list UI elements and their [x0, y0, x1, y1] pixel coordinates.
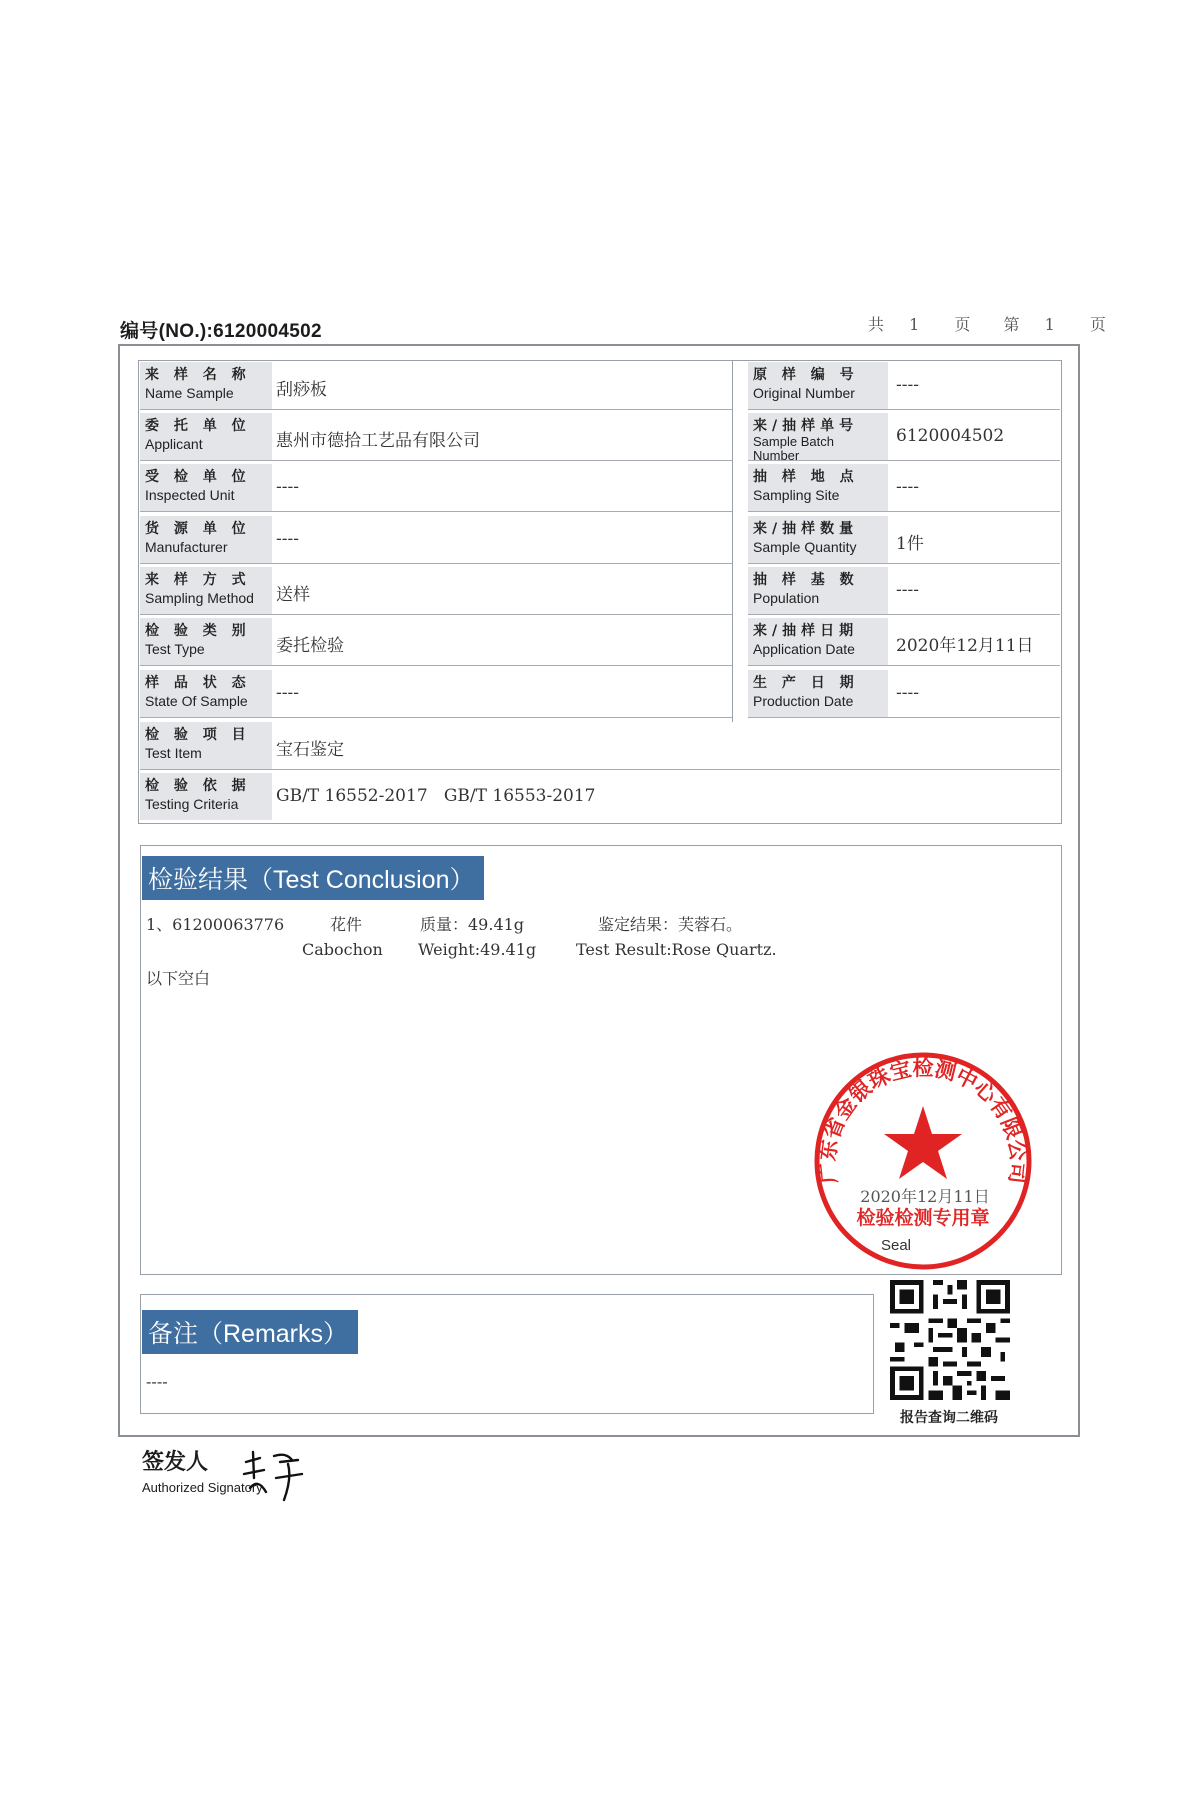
field-sampling-site: 抽 样 地 点 Sampling Site ----	[748, 464, 1060, 512]
conclusion-item-en: Cabochon	[302, 940, 383, 959]
field-sampling-method: 来 样 方 式 Sampling Method 送样	[140, 567, 732, 615]
seal-date: 2020年12月11日	[860, 1187, 990, 1206]
field-application-date: 来/抽样日期 Application Date 2020年12月11日	[748, 618, 1060, 666]
seal-bottom-text: 检验检测专用章	[856, 1207, 990, 1229]
signatory-label-en: Authorized Signatory	[142, 1480, 263, 1495]
conclusion-blank-note: 以下空白	[146, 969, 211, 988]
official-seal	[808, 1046, 1038, 1276]
conclusion-weight-en: Weight:49.41g	[418, 940, 537, 959]
field-test-type: 检 验 类 别 Test Type 委托检验	[140, 618, 732, 666]
remarks-title: 备注（Remarks）	[142, 1310, 358, 1354]
qr-label: 报告查询二维码	[900, 1410, 998, 1426]
field-test-item: 检 验 项 目 Test Item 宝石鉴定	[140, 722, 1060, 770]
report-number: 编号(NO.):6120004502	[120, 321, 322, 342]
conclusion-item-zh: 花件	[330, 915, 363, 934]
seal-label: Seal	[880, 1237, 912, 1254]
field-population: 抽 样 基 数 Population ----	[748, 567, 1060, 615]
conclusion-title: 检验结果（Test Conclusion）	[142, 856, 484, 900]
info-table-right-divider	[732, 360, 733, 722]
conclusion-item-no: 1、61200063776	[146, 915, 285, 934]
field-testing-criteria: 检 验 依 据 Testing Criteria GB/T 16552-2017 GB/T 16553-2017	[140, 773, 1060, 821]
star-icon	[884, 1106, 962, 1179]
qr-code-icon	[890, 1280, 1010, 1400]
field-state-of-sample: 样 品 状 态 State Of Sample ----	[140, 670, 732, 718]
remarks-value: ----	[146, 1372, 168, 1391]
field-inspected-unit: 受 检 单 位 Inspected Unit ----	[140, 464, 732, 512]
field-name-sample: 来 样 名 称 Name Sample 刮痧板	[140, 362, 732, 410]
field-applicant: 委 托 单 位 Applicant 惠州市德拾工艺品有限公司	[140, 413, 732, 461]
field-sample-batch-number: 来/抽样单号 Sample Batch Number 6120004502	[748, 413, 1060, 461]
signature-icon	[240, 1448, 310, 1506]
field-sample-quantity: 来/抽样数量 Sample Quantity 1件	[748, 516, 1060, 564]
page-count: 共 1 页 第 1 页	[868, 315, 1106, 334]
conclusion-result-en: Test Result:Rose Quartz.	[576, 940, 777, 959]
conclusion-result-zh: 鉴定结果：芙蓉石。	[598, 915, 743, 934]
field-production-date: 生 产 日 期 Production Date ----	[748, 670, 1060, 718]
field-manufacturer: 货 源 单 位 Manufacturer ----	[140, 516, 732, 564]
signatory-label-zh: 签发人	[142, 1450, 209, 1475]
seal-ring-text: 广东省金银珠宝检测中心有限公司	[815, 1056, 1031, 1185]
field-original-number: 原 样 编 号 Original Number ----	[748, 362, 1060, 410]
conclusion-weight-zh: 质量：49.41g	[420, 915, 525, 934]
